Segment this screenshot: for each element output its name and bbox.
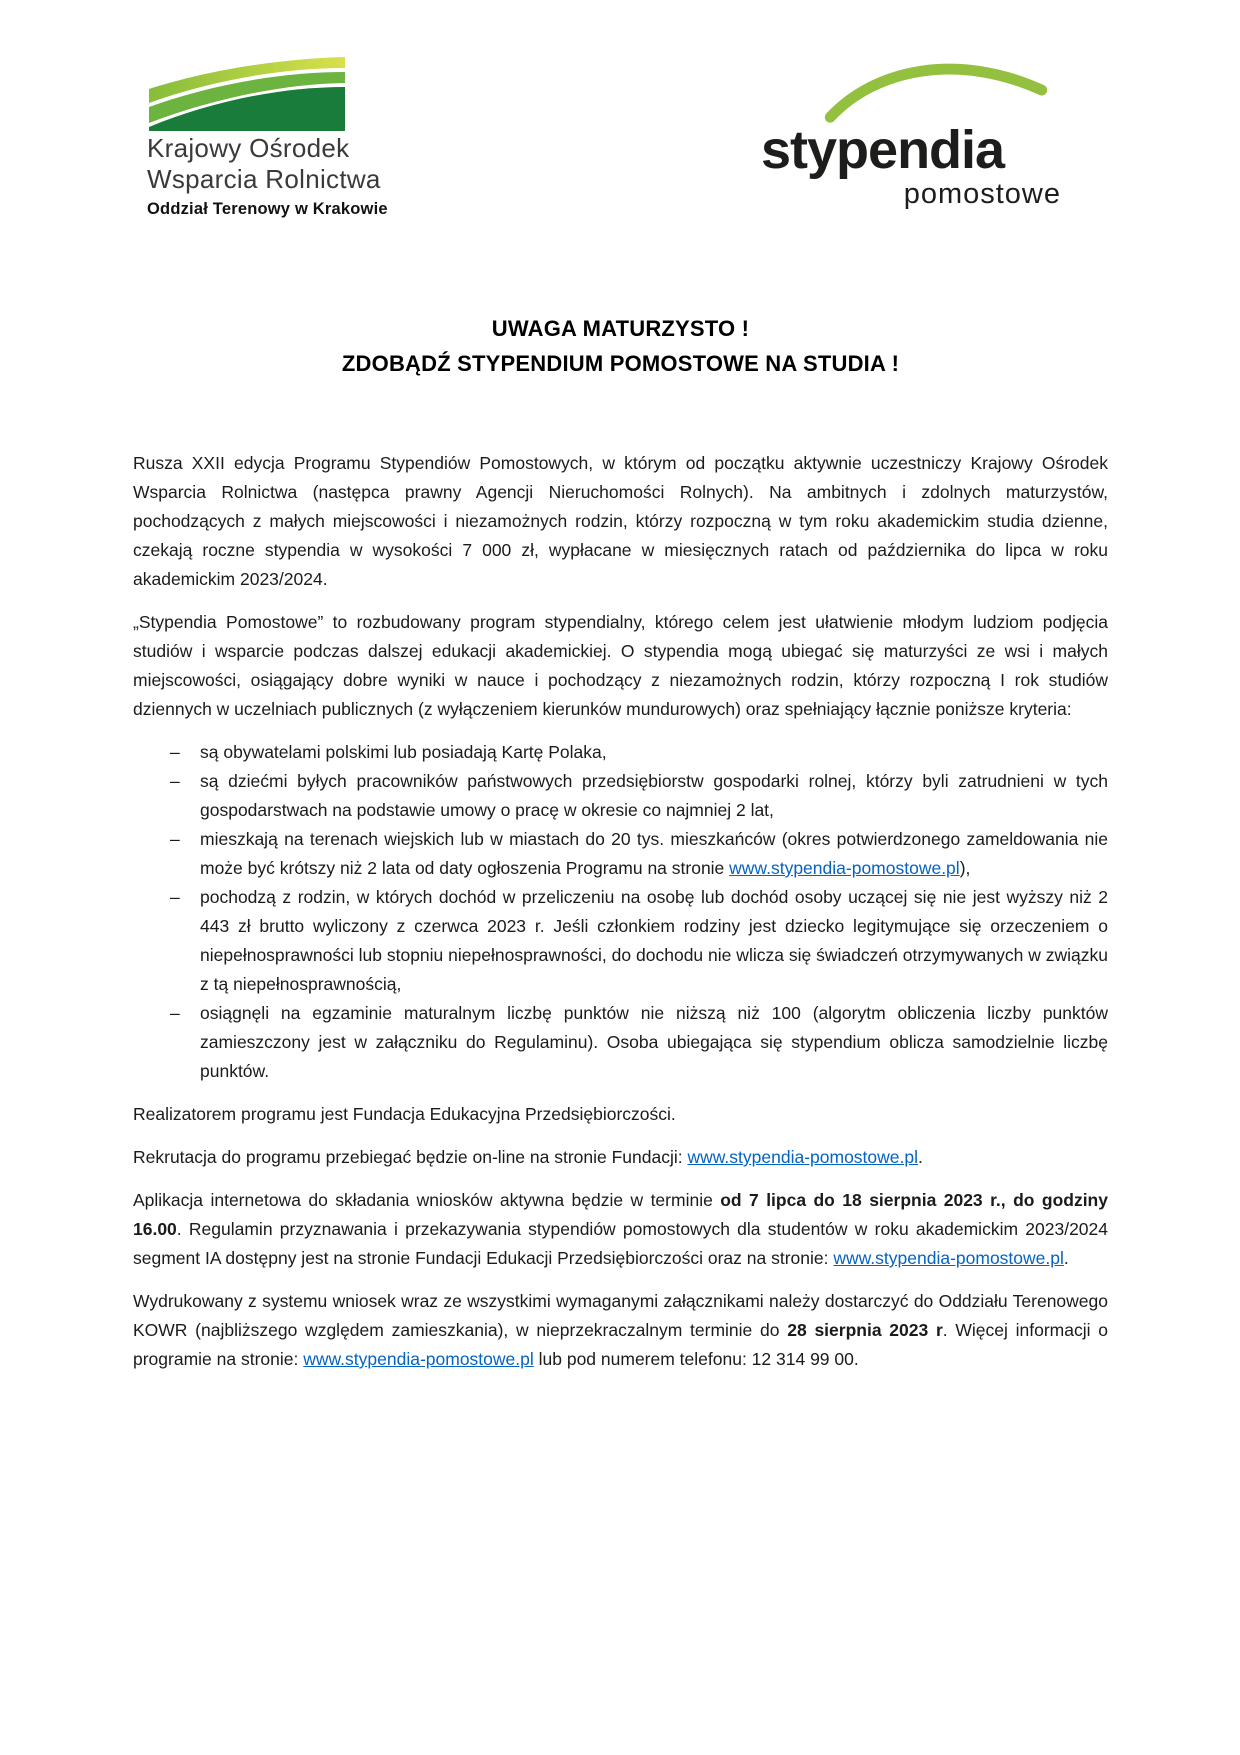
paragraph-rekrutacja	[133, 1143, 1108, 1172]
document-title	[133, 311, 1108, 381]
text-run: lub pod numerem telefonu: 12 314 99 00.	[533, 1349, 859, 1369]
text-run: . Więcej informacji o programie na stronie:	[133, 1320, 1108, 1369]
pomostowe-wordmark: pomostowe	[903, 178, 1061, 210]
hyperlink[interactable]: www.stypendia-pomostowe.pl	[729, 858, 960, 878]
title-line-2: ZDOBĄDŹ STYPENDIUM POMOSTOWE NA STUDIA !	[341, 351, 900, 376]
hyperlink[interactable]: www.stypendia-pomostowe.pl	[687, 1147, 919, 1167]
title-line-1: UWAGA MATURZYSTO !	[491, 316, 750, 341]
criteria-text	[200, 738, 1108, 767]
hyperlink[interactable]: www.stypendia-pomostowe.pl	[303, 1349, 534, 1369]
criteria-text	[200, 999, 1108, 1086]
text-run: Rekrutacja do programu przebiegać będzie on-line na stronie Fundacji:	[133, 1147, 688, 1167]
text-run: pochodzą z rodzin, w których dochód w przeliczeniu na osobę lub dochód osoby uczącej się nie jest wyższy niż 2 443 zł brutto wyliczony z czerwca 2023 r. Jeśli członkiem rodziny jest dziecko legitymujące się orzeczeniem o niepełnosprawności lub stopniu niepełnosprawności, do dochodu nie wlicza się świadczeń otrzymywanych w związku z tą niepełnosprawnością,	[200, 887, 1108, 994]
paragraph-realizator	[133, 1100, 1108, 1129]
kowr-logo	[133, 55, 413, 219]
criteria-list	[133, 738, 1108, 1086]
text-run: . Regulamin przyznawania i przekazywania stypendiów pomostowych dla studentów w roku akademickim 2023/2024 segment IA dostępny jest na stronie Fundacji Edukacji Przedsiębiorczości oraz na stronie:	[133, 1219, 1108, 1268]
bold-text-run: 28 sierpnia 2023 r	[787, 1320, 943, 1340]
stypendia-wordmark: stypendia	[761, 120, 1005, 180]
document-body	[133, 449, 1108, 1374]
criteria-text	[200, 825, 1108, 883]
kowr-logo-name-line1: Krajowy Ośrodek	[147, 133, 350, 163]
paragraph-dostarczenie-wniosku	[133, 1287, 1108, 1374]
text-run: „Stypendia Pomostowe” to rozbudowany program stypendialny, którego celem jest ułatwienie młodym ludziom podjęcia studiów i wsparcie podczas dalszej edukacji akademickiej. O stypendia mogą ubiegać się maturzyści ze wsi i małych miejscowości, osiągający dobre wyniki w nauce i pochodzący z niezamożnych rodzin, którzy rozpoczną I rok studiów dziennych w uczelniach publicznych (z wyłączeniem kierunków mundurowych) oraz spełniający łącznie poniższe kryteria:	[133, 612, 1108, 719]
text-run: są dziećmi byłych pracowników państwowych przedsiębiorstw gospodarki rolnej, którzy byli zatrudnieni w tych gospodarstwach na podstawie umowy o pracę w okresie co najmniej 2 lat,	[200, 771, 1108, 820]
bold-text-run: od 7 lipca do 18 sierpnia 2023 r., do godziny 16.00	[133, 1190, 1108, 1239]
kowr-logo-name-line2: Wsparcia Rolnictwa	[147, 164, 381, 194]
text-run: są obywatelami polskimi lub posiadają Kartę Polaka,	[200, 742, 607, 762]
criteria-item-income	[133, 883, 1108, 999]
text-run: mieszkają na terenach wiejskich lub w miastach do 20 tys. mieszkańców (okres potwierdzonego zameldowania nie może być krótszy niż 2 lata od daty ogłoszenia Programu na stronie	[200, 829, 1108, 878]
dash-bullet: –	[170, 887, 180, 907]
text-run: Wydrukowany z systemu wniosek wraz ze wszystkimi wymaganymi załącznikami należy dostarczyć do Oddziału Terenowego KOWR (najbliższego względem zamieszkania), w nieprzekraczalnym terminie do	[133, 1291, 1108, 1340]
text-run: ),	[959, 858, 971, 878]
paragraph-program-description	[133, 608, 1108, 724]
green-arc-icon	[823, 55, 1049, 127]
criteria-item-residence	[133, 825, 1108, 883]
dash-bullet: –	[170, 742, 180, 762]
kowr-branch-label: Oddział Terenowy w Krakowie	[147, 200, 388, 218]
dash-bullet: –	[170, 771, 180, 791]
text-run: osiągnęli na egzaminie maturalnym liczbę punktów nie niższą niż 100 (algorytm obliczenia liczby punktów zamieszczony jest w załączniku do Regulaminu). Osoba ubiegająca się stypendium oblicza samodzielnie liczbę punktów.	[200, 1003, 1108, 1081]
document-header	[133, 55, 1108, 219]
dash-bullet: –	[170, 1003, 180, 1023]
text-run: Aplikacja internetowa do składania wniosków aktywna będzie w terminie	[133, 1190, 721, 1210]
criteria-item-parents-employment	[133, 767, 1108, 825]
hyperlink[interactable]: www.stypendia-pomostowe.pl	[833, 1248, 1064, 1268]
text-run: .	[1063, 1248, 1069, 1268]
stypendia-pomostowe-logo	[761, 55, 1063, 209]
criteria-text	[200, 883, 1108, 999]
text-run: Rusza XXII edycja Programu Stypendiów Pomostowych, w którym od początku aktywnie uczestniczy Krajowy Ośrodek Wsparcia Rolnictwa (następca prawny Agencji Nieruchomości Rolnych). Na ambitnych i zdolnych maturzystów, pochodzących z małych miejscowości i niezamożnych rodzin, którzy rozpoczną w tym roku akademickim studia dzienne, czekają roczne stypendia w wysokości 7 000 zł, wypłacane w miesięcznych ratach od października do lipca w roku akademickim 2023/2024.	[133, 453, 1108, 589]
paragraph-aplikacja-terminy	[133, 1186, 1108, 1273]
kowr-fields-icon	[147, 55, 347, 133]
paragraph-intro	[133, 449, 1108, 594]
dash-bullet: –	[170, 829, 180, 849]
criteria-item-citizenship	[133, 738, 1108, 767]
text-run: Realizatorem programu jest Fundacja Edukacyjna Przedsiębiorczości.	[133, 1104, 676, 1124]
text-run: .	[918, 1147, 923, 1167]
criteria-text	[200, 767, 1108, 825]
criteria-item-exam-points	[133, 999, 1108, 1086]
